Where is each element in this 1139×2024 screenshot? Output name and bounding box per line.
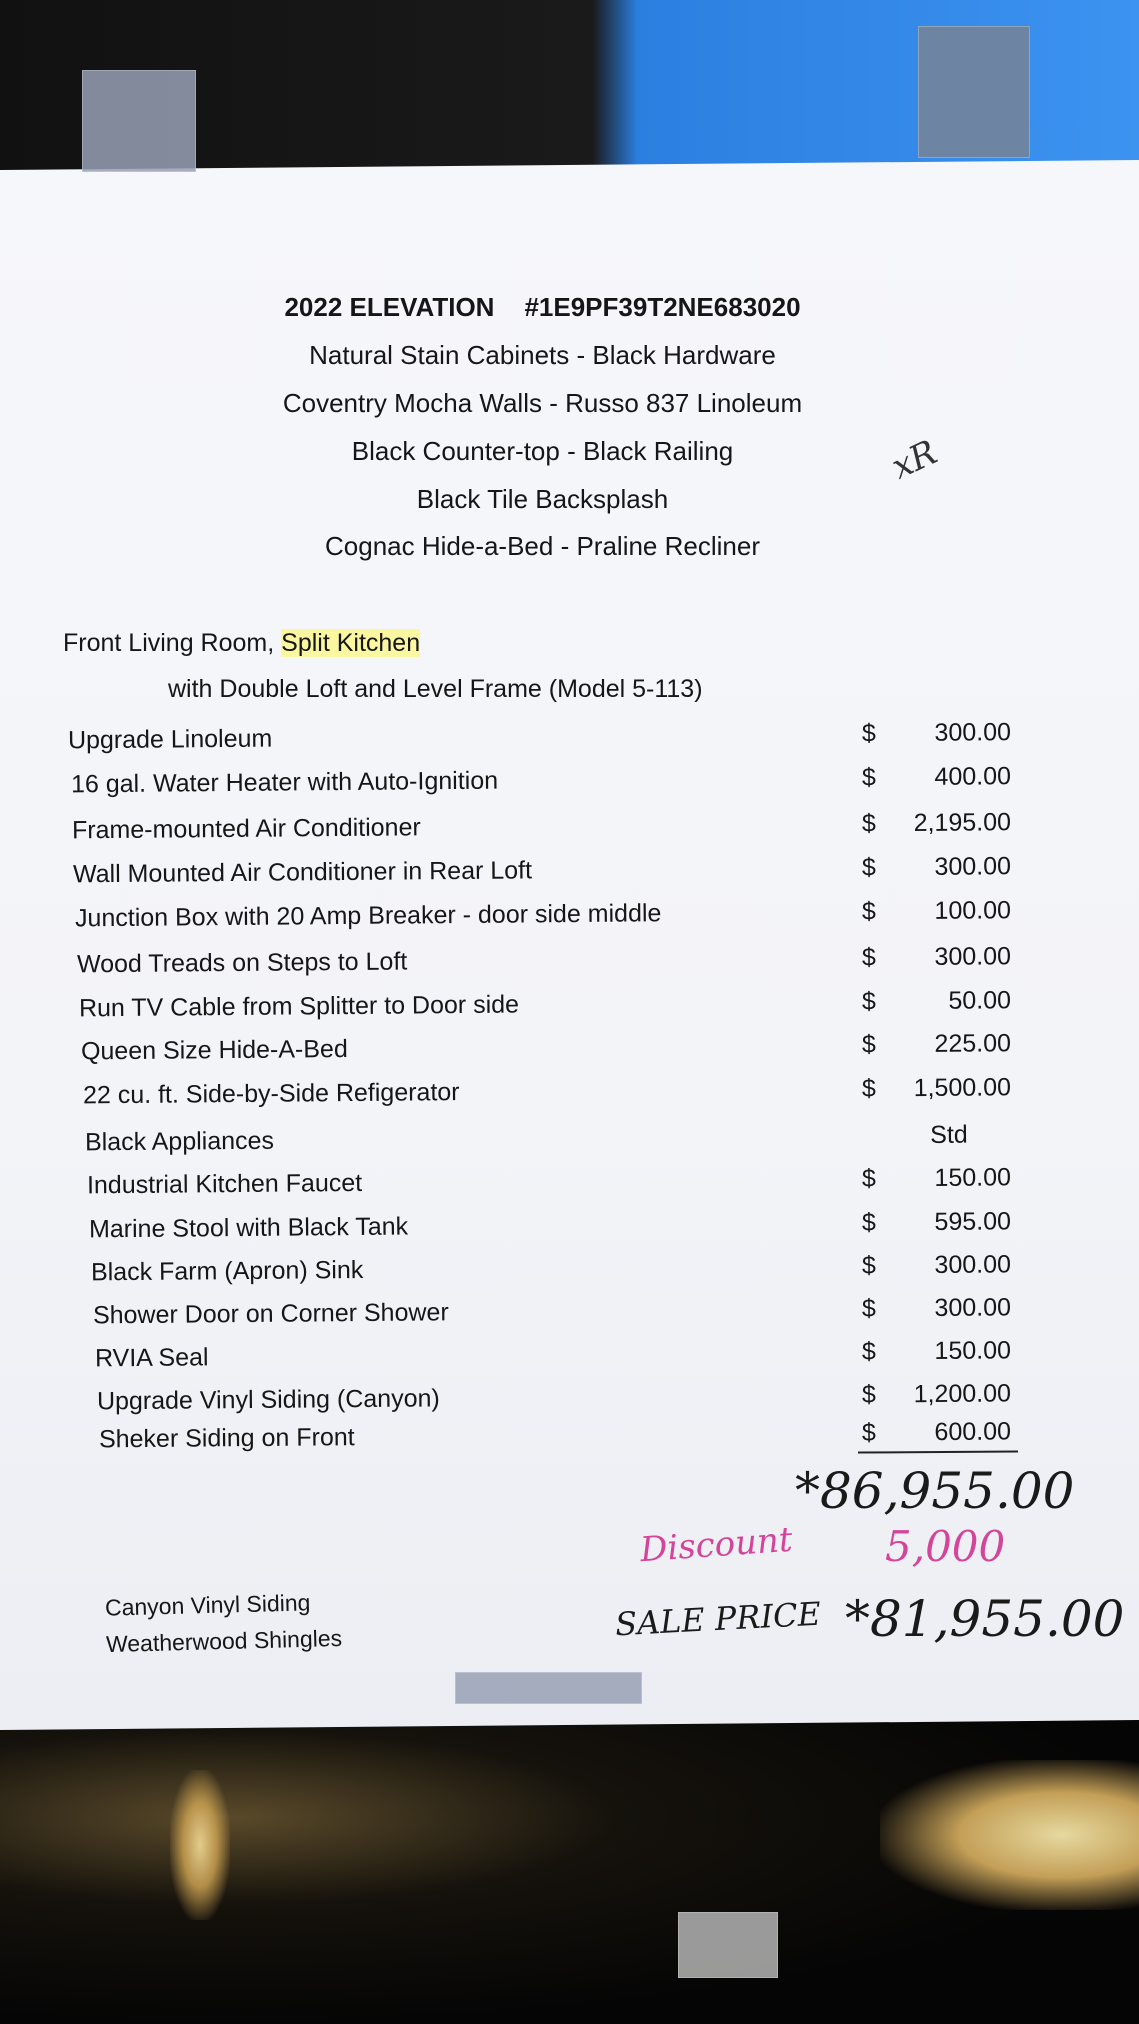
item-price: 400.00 xyxy=(934,762,1012,791)
item-price: 150.00 xyxy=(934,1336,1012,1366)
item-description: Black Farm (Apron) Sink xyxy=(90,1255,364,1287)
currency-symbol: $ xyxy=(861,853,876,882)
handwritten-initials: xR xyxy=(885,432,944,488)
line-item xyxy=(72,808,1072,851)
item-description: Wood Treads on Steps to Loft xyxy=(76,947,408,979)
item-price: 150.00 xyxy=(934,1163,1012,1192)
currency-symbol: $ xyxy=(861,1294,876,1323)
item-description: Frame-mounted Air Conditioner xyxy=(71,813,421,845)
currency-symbol: $ xyxy=(861,1164,876,1193)
handwritten-sale-price: *81,955.00 xyxy=(845,1590,1125,1648)
item-price: 595.00 xyxy=(934,1207,1012,1236)
header-line: Natural Stain Cabinets - Black Hardware xyxy=(309,340,776,370)
item-description: Run TV Cable from Splitter to Door side xyxy=(78,990,520,1023)
item-description: 22 cu. ft. Side-by-Side Refigerator xyxy=(82,1078,460,1110)
item-description: Shower Door on Corner Shower xyxy=(92,1298,449,1330)
line-item xyxy=(73,852,1073,895)
item-price: 300.00 xyxy=(934,942,1012,971)
currency-symbol: $ xyxy=(861,943,876,972)
currency-symbol: $ xyxy=(861,809,876,838)
currency-symbol: $ xyxy=(861,1251,876,1280)
line-item xyxy=(97,1379,1097,1422)
item-price-standard: Std xyxy=(930,1120,968,1149)
item-price: 600.00 xyxy=(934,1417,1012,1447)
item-price: 50.00 xyxy=(948,986,1012,1015)
line-item xyxy=(85,1120,1085,1163)
currency-symbol: $ xyxy=(861,1418,876,1447)
line-item xyxy=(95,1336,1095,1379)
handwritten-total: *86,955.00 xyxy=(795,1462,1075,1520)
item-price: 1,500.00 xyxy=(913,1073,1012,1103)
item-price: 300.00 xyxy=(934,718,1012,747)
document-title xyxy=(0,292,1085,323)
header-line: Black Counter-top - Black Railing xyxy=(351,436,734,466)
item-price: 100.00 xyxy=(934,896,1012,925)
line-item xyxy=(99,1417,1099,1460)
currency-symbol: $ xyxy=(861,987,876,1016)
item-price: 300.00 xyxy=(934,1250,1012,1280)
item-description: Upgrade Vinyl Siding (Canyon) xyxy=(96,1384,440,1416)
item-price: 2,195.00 xyxy=(913,808,1012,838)
total-underline xyxy=(858,1450,1018,1453)
footer-shingles: Weatherwood Shingles xyxy=(105,1624,343,1658)
line-item xyxy=(71,762,1071,805)
line-item xyxy=(75,896,1075,939)
item-description: Marine Stool with Black Tank xyxy=(88,1212,409,1244)
item-description: Upgrade Linoleum xyxy=(67,724,273,755)
item-price: 225.00 xyxy=(934,1029,1012,1058)
currency-symbol: $ xyxy=(861,1337,876,1366)
line-item xyxy=(77,942,1077,985)
line-item xyxy=(68,718,1068,761)
line-item xyxy=(81,1029,1081,1072)
line-item xyxy=(83,1073,1083,1116)
floorplan-title: Front Living Room, Split Kitchen xyxy=(63,629,421,657)
highlighted-text: Split Kitchen xyxy=(281,629,421,657)
currency-symbol: $ xyxy=(861,1030,876,1059)
line-item xyxy=(87,1163,1087,1206)
serial-number: #1E9PF39T2NE683020 xyxy=(524,292,801,322)
item-description: Sheker Siding on Front xyxy=(98,1423,355,1454)
handwritten-sale-label: SALE PRICE xyxy=(614,1594,822,1644)
header-line: Cognac Hide-a-Bed - Praline Recliner xyxy=(325,531,760,561)
line-item xyxy=(79,986,1079,1029)
item-price: 300.00 xyxy=(934,1293,1012,1323)
item-description: RVIA Seal xyxy=(94,1343,209,1373)
currency-symbol: $ xyxy=(861,897,876,926)
currency-symbol: $ xyxy=(861,763,876,792)
floorplan-subtitle: with Double Loft and Level Frame (Model 5-113) xyxy=(168,675,703,703)
item-description: Wall Mounted Air Conditioner in Rear Loft xyxy=(72,856,533,889)
currency-symbol: $ xyxy=(861,1208,876,1237)
currency-symbol: $ xyxy=(861,719,876,748)
line-item xyxy=(93,1293,1093,1336)
item-description: Junction Box with 20 Amp Breaker - door side middle xyxy=(74,899,662,933)
item-price: 1,200.00 xyxy=(913,1379,1012,1409)
header-line: Coventry Mocha Walls - Russo 837 Linoleum xyxy=(282,388,803,418)
footer-siding: Canyon Vinyl Siding xyxy=(104,1589,311,1621)
item-description: Queen Size Hide-A-Bed xyxy=(80,1035,348,1066)
currency-symbol: $ xyxy=(861,1380,876,1409)
year-model: 2022 ELEVATION xyxy=(284,292,495,322)
line-item xyxy=(89,1207,1089,1250)
handwritten-discount-label: Discount xyxy=(638,1519,794,1571)
item-description: Black Appliances xyxy=(84,1126,275,1157)
item-description: 16 gal. Water Heater with Auto-Ignition xyxy=(70,766,499,799)
handwritten-discount-amount: 5,000 xyxy=(885,1522,1006,1571)
currency-symbol: $ xyxy=(861,1074,876,1103)
item-description: Industrial Kitchen Faucet xyxy=(86,1168,363,1200)
header-line: Black Tile Backsplash xyxy=(416,484,669,514)
line-item xyxy=(91,1250,1091,1293)
item-price: 300.00 xyxy=(934,852,1012,881)
